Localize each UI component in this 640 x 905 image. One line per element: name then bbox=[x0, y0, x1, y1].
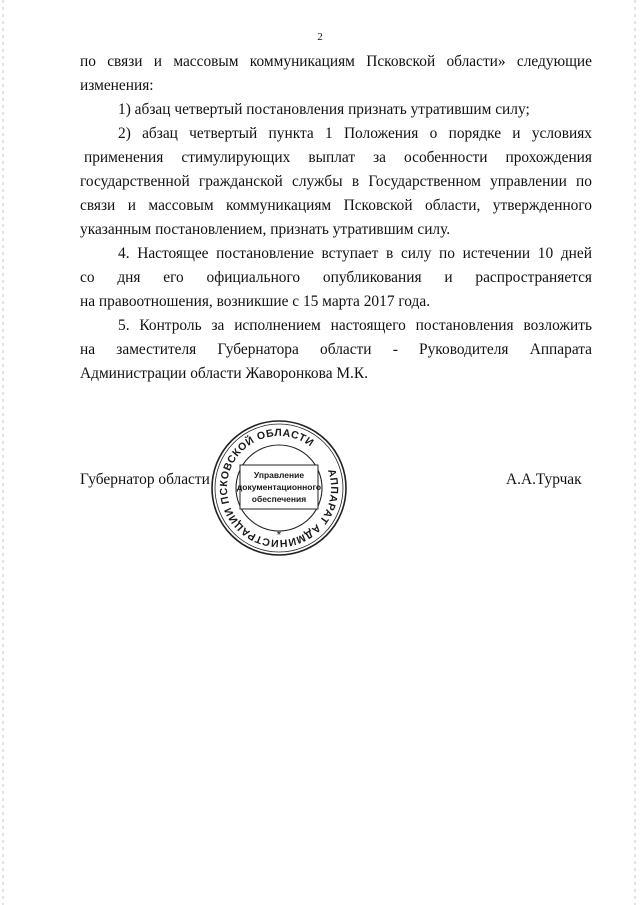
stamp-star-icon: * bbox=[276, 528, 282, 542]
text-line: по связи и массовым коммуникациям Псковской области» следующие bbox=[80, 53, 592, 70]
signatory-position: Губернатор области bbox=[80, 471, 210, 488]
stamp-seal-icon bbox=[209, 418, 349, 558]
scan-edge-right bbox=[634, 0, 636, 905]
stamp-center-line: обеспечения bbox=[251, 494, 307, 504]
text-line: 4. Настоящее постановление вступает в силу по истечении 10 дней bbox=[118, 245, 592, 262]
stamp-center-line: документационного bbox=[236, 482, 322, 492]
text-line: на заместителя Губернатора области - Руководителя Аппарата bbox=[80, 341, 592, 358]
text-line: изменения: bbox=[80, 77, 154, 94]
scan-edge-left bbox=[2, 0, 4, 905]
text-line: связи и массовым коммуникациям Псковской области, утвержденного bbox=[80, 197, 592, 214]
text-line: применения стимулирующих выплат за особенности прохождения bbox=[84, 149, 592, 166]
text-line: 1) абзац четвертый постановления признать утратившим силу; bbox=[118, 101, 530, 118]
text-line: государственной гражданской службы в Государственном управлении по bbox=[80, 173, 592, 190]
stamp-ring-text: АППАРАТ АДМИНИСТРАЦИИ ПСКОВСКОЙ ОБЛАСТИ bbox=[217, 426, 341, 550]
text-line: 2) абзац четвертый пункта 1 Положения о порядке и условиях bbox=[118, 125, 592, 142]
official-stamp bbox=[209, 418, 349, 558]
text-line: 5. Контроль за исполнением настоящего постановления возложить bbox=[118, 317, 592, 334]
signatory-name: А.А.Турчак bbox=[506, 471, 582, 488]
page-number: 2 bbox=[317, 31, 323, 43]
text-line: на правоотношения, возникшие с 15 марта 2017 года. bbox=[80, 293, 431, 310]
text-line: указанным постановлением, признать утратившим силу. bbox=[80, 221, 451, 238]
text-line: со дня его официального опубликования и распространяется bbox=[80, 269, 592, 286]
text-line: Администрации области Жаворонкова М.К. bbox=[80, 365, 369, 382]
stamp-center-line: Управление bbox=[253, 470, 305, 480]
